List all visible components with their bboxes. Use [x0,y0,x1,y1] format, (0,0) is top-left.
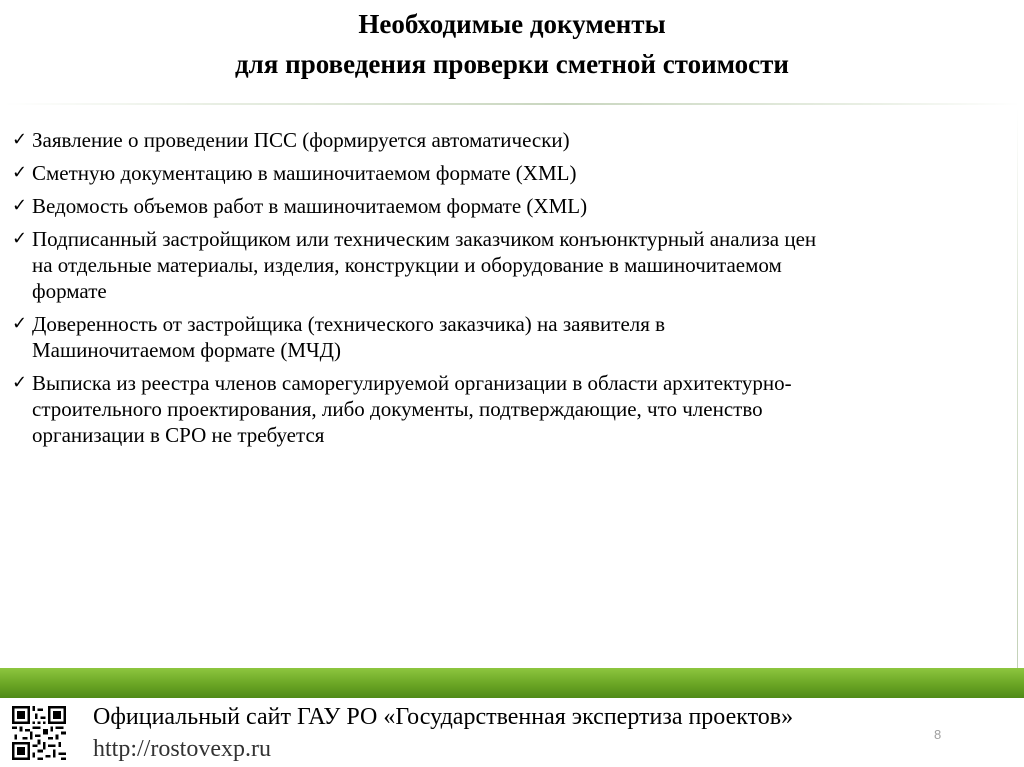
check-icon: ✓ [12,313,28,334]
page-number: 8 [934,727,942,742]
content-frame-edge [1017,108,1018,668]
check-icon: ✓ [12,129,28,150]
list-item-line: Доверенность от застройщика (технического заказчика) на заявителя в [32,312,666,336]
required-documents-list [12,127,1012,455]
title-divider [4,103,1020,105]
list-item [12,127,1012,153]
list-item [12,311,1012,363]
footer-url-link[interactable]: http://rostovexp.ru [93,736,271,762]
list-item-line: формате [32,279,107,303]
slide-title [0,4,1024,84]
list-item [12,193,1012,219]
list-item-line: строительного проектирования, либо документы, подтверждающие, что членство [32,397,763,421]
list-item-line: Подписанный застройщиком или техническим заказчиком конъюнктурный анализа цен [32,227,817,251]
check-icon: ✓ [12,195,28,216]
list-item-line: Машиночитаемом формате (МЧД) [32,338,341,362]
list-item-line: Заявление о проведении ПСС (формируется автоматически) [32,128,570,152]
qr-code-icon[interactable] [12,706,66,760]
list-item-line: Ведомость объемов работ в машиночитаемом формате (XML) [32,194,588,218]
check-icon: ✓ [12,372,28,393]
slide-title-line-2: для проведения проверки сметной стоимости [234,49,789,79]
list-item [12,370,1012,448]
check-icon: ✓ [12,162,28,183]
slide-title-line-1: Необходимые документы [358,9,666,39]
list-item-line: Сметную документацию в машиночитаемом формате (XML) [32,161,577,185]
footer-band [0,668,1024,698]
list-item-line: на отдельные материалы, изделия, конструкции и оборудование в машиночитаемом [32,253,782,277]
list-item-line: Выписка из реестра членов саморегулируемой организации в области архитектурно- [32,371,792,395]
list-item [12,160,1012,186]
footer-site-name: Официальный сайт ГАУ РО «Государственная экспертиза проектов» [93,704,794,730]
list-item-line: организации в СРО не требуется [32,423,325,447]
check-icon: ✓ [12,228,28,249]
footer-text [93,701,793,765]
list-item [12,226,1012,304]
